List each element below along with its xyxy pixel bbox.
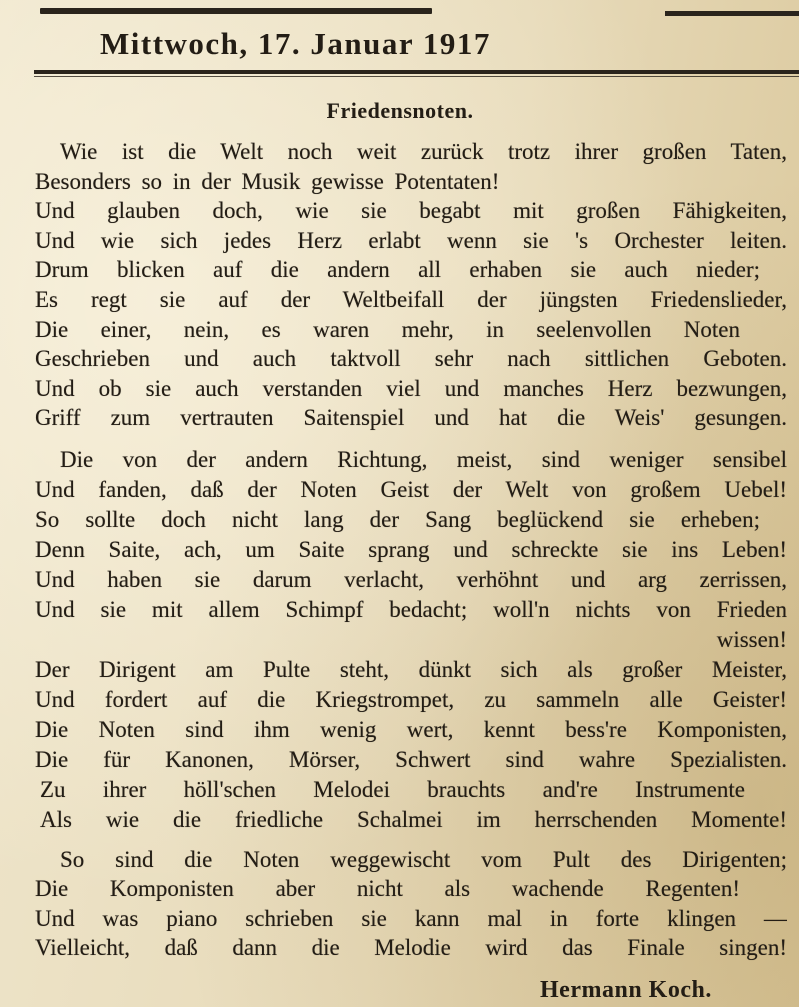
poem-line: So sind die Noten weggewischt vom Pult des Dirigenten; bbox=[60, 847, 787, 872]
top-rule-left bbox=[40, 8, 432, 14]
poem-line: Und was piano schrieben sie kann mal in forte klingen — bbox=[35, 905, 787, 931]
poem-line: Und sie mit allem Schimpf bedacht; woll'n nichts von Frieden bbox=[35, 597, 787, 622]
poem-line: Und fordert auf die Kriegstrompet, zu sammeln alle Geister! bbox=[35, 687, 787, 712]
poem-line: Wie ist die Welt noch weit zurück trotz ihrer großen Taten, bbox=[60, 139, 787, 164]
poem-line: Die einer, nein, es waren mehr, in seelenvollen Noten bbox=[35, 316, 740, 342]
header-rule bbox=[34, 70, 799, 74]
poem-line: Griff zum vertrauten Saitenspiel und hat die Weis' gesungen. bbox=[35, 405, 787, 431]
stanza-2 bbox=[35, 445, 787, 835]
poem-line: Und wie sich jedes Herz erlabt wenn sie 's Orchester leiten. bbox=[35, 227, 787, 253]
poem-line: Der Dirigent am Pulte steht, dünkt sich als großer Meister, bbox=[35, 657, 787, 682]
stanza-3 bbox=[35, 845, 787, 962]
poem-line: wissen! bbox=[716, 627, 787, 652]
stanza-1 bbox=[35, 137, 787, 433]
poem-line: Die Komponisten aber nicht als wachende Regenten! bbox=[35, 876, 740, 902]
poem-line: Die für Kanonen, Mörser, Schwert sind wahre Spezialisten. bbox=[35, 747, 787, 772]
poem-line: Zu ihrer höll'schen Melodei brauchts and're Instrumente bbox=[40, 777, 745, 802]
poem-title: Friedensnoten. bbox=[326, 98, 474, 123]
poem-line: Und glauben doch, wie sie begabt mit großen Fähigkeiten, bbox=[35, 198, 787, 224]
poem-line: Vielleicht, daß dann die Melodie wird das Finale singen! bbox=[35, 934, 787, 960]
poem-line: Besonders so in der Musik gewisse Potentaten! bbox=[35, 168, 500, 194]
poem-line: Drum blicken auf die andern all erhaben sie auch nieder; bbox=[35, 257, 760, 283]
dateline: Mittwoch, 17. Januar 1917 bbox=[100, 26, 491, 61]
poem-line: Und haben sie darum verlacht, verhöhnt und arg zerrissen, bbox=[35, 567, 787, 592]
poem-line: Es regt sie auf der Weltbeifall der jüngsten Friedenslieder, bbox=[35, 286, 787, 312]
poem-line: Und ob sie auch verstanden viel und manches Herz bezwungen, bbox=[35, 375, 787, 401]
poem-line: Denn Saite, ach, um Saite sprang und schreckte sie ins Leben! bbox=[35, 537, 787, 562]
header-rule-thin bbox=[34, 76, 799, 77]
top-rule-right bbox=[665, 11, 799, 16]
poem-line: Die Noten sind ihm wenig wert, kennt bess're Komponisten, bbox=[35, 717, 787, 742]
poem-line: Geschrieben und auch taktvoll sehr nach sittlichen Geboten. bbox=[35, 346, 787, 372]
poem-author: Hermann Koch. bbox=[540, 977, 712, 1003]
poem-line: Als wie die friedliche Schalmei im herrschenden Momente! bbox=[40, 807, 787, 832]
poem-line: So sollte doch nicht lang der Sang beglückend sie erheben; bbox=[35, 507, 760, 532]
poem-line: Und fanden, daß der Noten Geist der Welt von großem Uebel! bbox=[35, 477, 787, 502]
poem-line: Die von der andern Richtung, meist, sind weniger sensibel bbox=[60, 447, 787, 472]
